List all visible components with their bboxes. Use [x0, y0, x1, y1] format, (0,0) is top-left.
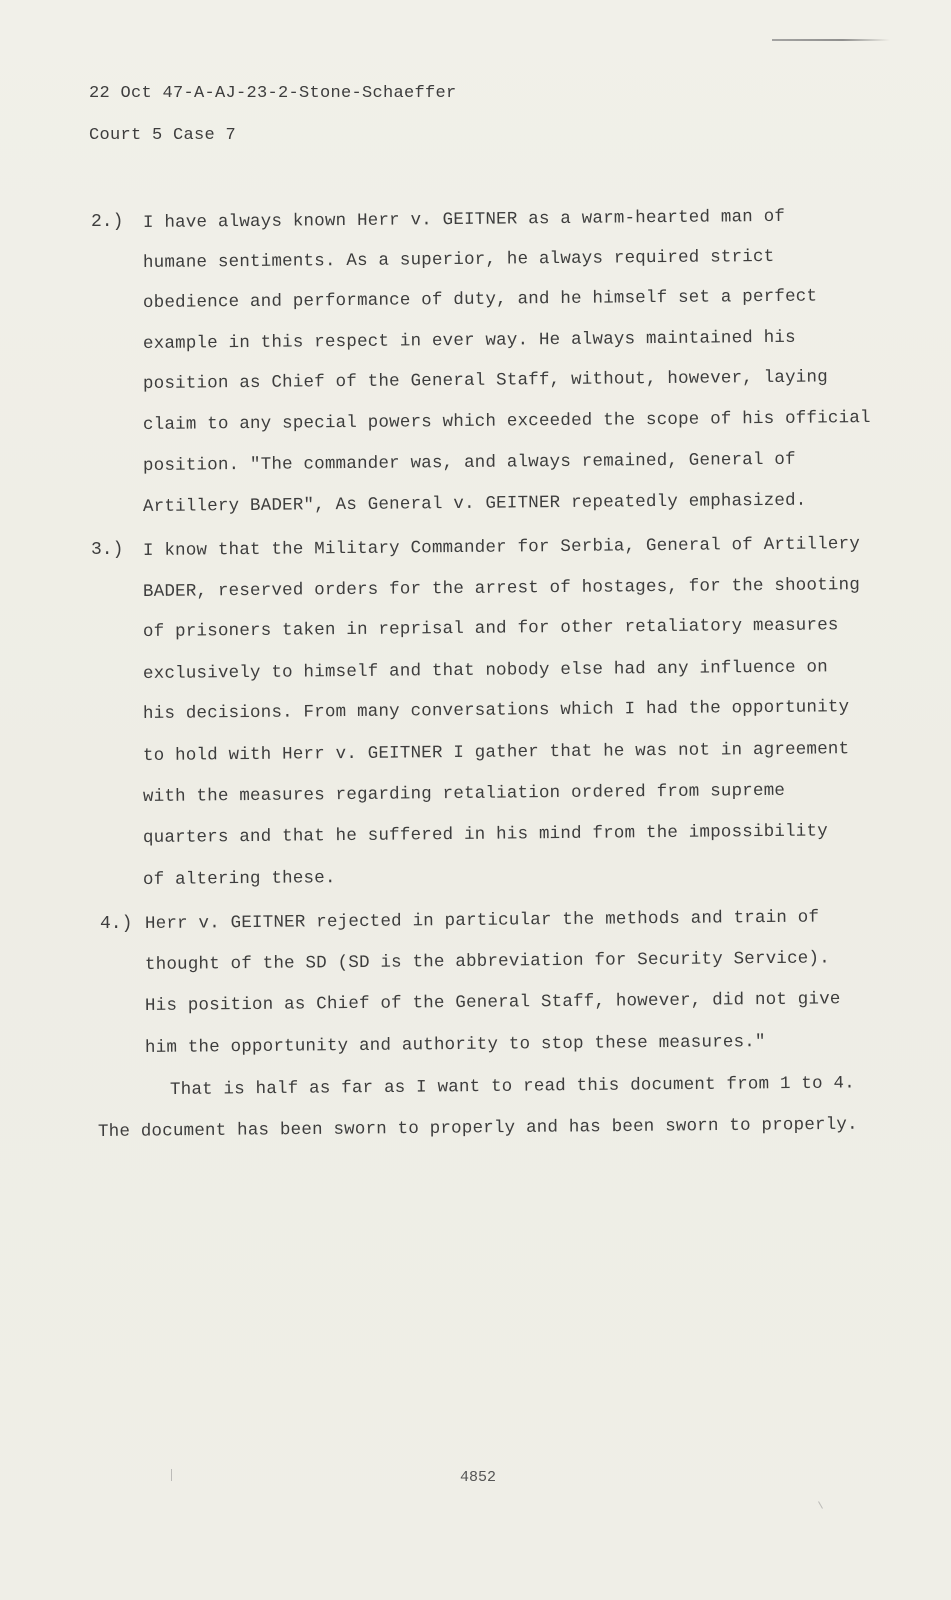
item-number-2: 2.) [91, 212, 124, 232]
paragraph-line: with the measures regarding retaliation ordered from supreme [142, 780, 786, 807]
document-reference: 22 Oct 47-A-AJ-23-2-Stone-Schaeffer [89, 84, 457, 103]
paragraph-line: Herr v. GEITNER rejected in particular the methods and train of [144, 907, 820, 934]
page-number: 4852 [460, 1469, 497, 1486]
paragraph-line: His position as Chief of the General Staff, however, did not give [144, 989, 841, 1016]
paper-speck [171, 1469, 172, 1481]
paragraph-line: example in this respect in ever way. He always maintained his [142, 327, 796, 354]
paragraph-line: humane sentiments. As a superior, he always required strict [142, 246, 775, 273]
paragraph-line: of prisoners taken in reprisal and for other retaliatory measures [142, 615, 839, 642]
item-number-3: 3.) [91, 540, 124, 560]
item-number-4: 4.) [100, 914, 133, 934]
paragraph-line: I have always known Herr v. GEITNER as a warm-hearted man of [142, 206, 786, 233]
paragraph-line: his decisions. From many conversations which I had the opportunity [142, 697, 850, 724]
paragraph-line: BADER, reserved orders for the arrest of hostages, for the shooting [142, 575, 861, 602]
paragraph-line: I know that the Military Commander for Serbia, General of Artillery [142, 534, 861, 561]
paragraph-line: him the opportunity and authority to stop these measures." [144, 1032, 766, 1058]
paragraph-line: claim to any special powers which exceeded the scope of his official [142, 408, 871, 435]
paragraph-line: Artillery BADER", As General v. GEITNER repeatedly emphasized. [142, 490, 807, 517]
paragraph-line: position. "The commander was, and always remained, General of [142, 449, 796, 476]
paragraph-line: exclusively to himself and that nobody else had any influence on [142, 657, 828, 684]
closing-statement: That is half as far as I want to read this document from 1 to 4. [169, 1073, 855, 1100]
ink-mark [772, 39, 890, 41]
paragraph-line: of altering these. [142, 868, 336, 890]
court-case-label: Court 5 Case 7 [89, 126, 237, 145]
paragraph-line: obedience and performance of duty, and he himself set a perfect [142, 286, 818, 313]
paragraph-line: position as Chief of the General Staff, without, however, laying [142, 367, 828, 394]
closing-statement: The document has been sworn to properly and has been sworn to properly. [97, 1114, 858, 1142]
paper-speck [818, 1501, 823, 1508]
paragraph-line: quarters and that he suffered in his mind from the impossibility [142, 821, 828, 848]
paragraph-line: thought of the SD (SD is the abbreviation for Security Service). [144, 948, 830, 975]
paragraph-line: to hold with Herr v. GEITNER I gather that he was not in agreement [142, 739, 850, 766]
